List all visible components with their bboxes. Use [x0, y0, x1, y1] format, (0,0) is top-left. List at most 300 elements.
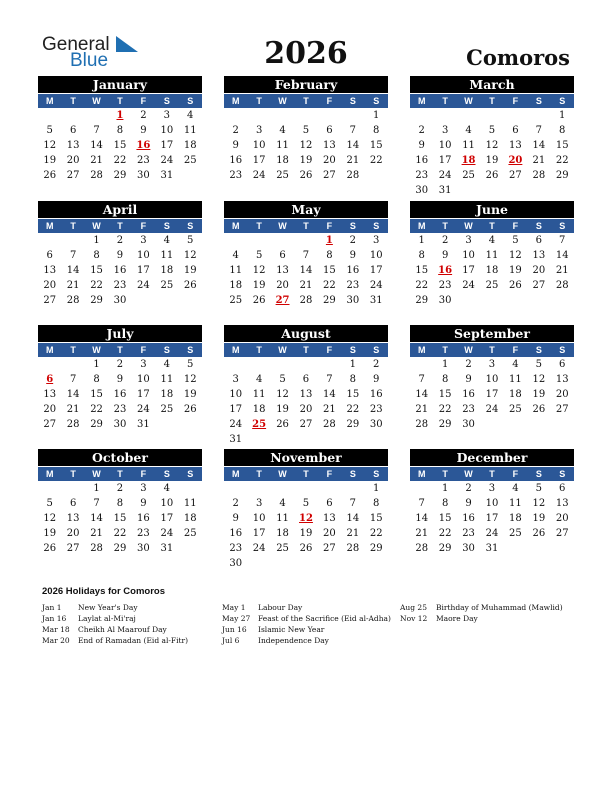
- week-row: [224, 138, 388, 153]
- holiday-date: Jan 1: [42, 603, 62, 612]
- weekday-label: T: [256, 345, 262, 355]
- weekday-label: M: [231, 469, 240, 479]
- empty-day-cell: [271, 357, 294, 372]
- empty-day-cell: [504, 293, 527, 308]
- day-cell: 2: [465, 483, 472, 494]
- day-cell: 27: [43, 419, 57, 430]
- holiday-name: Feast of the Sacrifice (Eid al-Adha): [258, 614, 391, 623]
- holiday-day-cell: 6: [46, 374, 54, 385]
- week-row: [224, 496, 388, 511]
- day-cell: 22: [90, 280, 103, 291]
- day-cell: 23: [369, 404, 383, 415]
- day-cell: 8: [373, 498, 380, 509]
- empty-day-cell: [551, 417, 574, 432]
- month-april: [38, 201, 202, 308]
- holiday-entry: [42, 635, 188, 646]
- holiday-name: New Year's Day: [78, 603, 138, 612]
- weekday-label: T: [303, 96, 309, 106]
- day-cell: 22: [323, 280, 336, 291]
- week-row: [224, 556, 388, 571]
- weekday-label: W: [464, 96, 473, 106]
- day-cell: 5: [187, 235, 194, 246]
- day-cell: 13: [509, 140, 522, 151]
- empty-day-cell: [38, 357, 61, 372]
- logo-triangle-icon: [116, 36, 138, 52]
- weekday-label: F: [140, 345, 147, 355]
- month-title: July: [38, 325, 202, 342]
- day-cell: 31: [369, 295, 383, 306]
- day-cell: 5: [255, 250, 263, 261]
- weekday-label: M: [417, 221, 426, 231]
- holiday-day-cell: 25: [252, 419, 267, 430]
- empty-day-cell: [504, 541, 527, 556]
- day-cell: 18: [183, 140, 197, 151]
- day-cell: 8: [418, 250, 425, 261]
- day-cell: 23: [137, 155, 150, 166]
- weekday-label: S: [187, 345, 194, 355]
- month-may: [224, 201, 388, 308]
- day-cell: 4: [187, 110, 194, 121]
- day-cell: 5: [302, 125, 310, 136]
- day-cell: 19: [532, 389, 546, 400]
- empty-day-cell: [294, 357, 317, 372]
- day-cell: 18: [229, 280, 243, 291]
- day-cell: 5: [187, 359, 194, 370]
- day-cell: 30: [229, 558, 243, 569]
- day-cell: 25: [183, 155, 197, 166]
- day-cell: 5: [302, 498, 310, 509]
- day-cell: 29: [346, 419, 360, 430]
- holiday-entry: [222, 602, 391, 613]
- empty-day-cell: [294, 233, 317, 248]
- generalblue-logo: [42, 34, 142, 70]
- day-cell: 12: [276, 389, 289, 400]
- day-cell: 15: [555, 140, 569, 151]
- week-row: [224, 432, 388, 447]
- day-cell: 18: [160, 389, 174, 400]
- weekday-label: S: [163, 469, 170, 479]
- day-cell: 9: [373, 374, 380, 385]
- day-cell: 5: [535, 359, 542, 370]
- weekday-header: [410, 467, 574, 481]
- day-cell: 11: [252, 389, 266, 400]
- day-cell: 22: [113, 528, 127, 539]
- day-cell: 5: [512, 235, 519, 246]
- day-cell: 22: [438, 528, 452, 539]
- weekday-header: [224, 467, 388, 481]
- day-cell: 29: [438, 543, 452, 554]
- day-cell: 3: [488, 483, 496, 494]
- day-cell: 29: [323, 295, 336, 306]
- weekday-label: T: [489, 469, 495, 479]
- empty-day-cell: [38, 108, 61, 123]
- day-cell: 22: [346, 404, 360, 415]
- weekday-label: F: [326, 469, 333, 479]
- empty-day-cell: [179, 417, 202, 432]
- day-cell: 8: [93, 250, 100, 261]
- weekday-label: W: [92, 96, 101, 106]
- day-cell: 8: [441, 374, 449, 385]
- week-row: [38, 108, 202, 123]
- holiday-entry: [42, 624, 188, 635]
- day-cell: 3: [255, 498, 263, 509]
- day-cell: 1: [373, 110, 380, 121]
- weekday-label: F: [512, 96, 519, 106]
- day-cell: 30: [346, 295, 360, 306]
- day-cell: 18: [509, 389, 522, 400]
- day-cell: 7: [349, 498, 356, 509]
- holiday-name: Labour Day: [258, 603, 303, 612]
- day-cell: 17: [252, 528, 266, 539]
- day-cell: 16: [113, 265, 127, 276]
- day-cell: 19: [43, 155, 57, 166]
- day-cell: 30: [415, 185, 429, 196]
- day-cell: 8: [93, 374, 100, 385]
- day-cell: 15: [323, 265, 336, 276]
- day-cell: 27: [323, 543, 336, 554]
- empty-day-cell: [480, 293, 503, 308]
- day-cell: 20: [276, 280, 289, 291]
- weekday-label: S: [535, 469, 542, 479]
- day-cell: 11: [485, 250, 499, 261]
- day-cell: 12: [252, 265, 266, 276]
- day-cell: 21: [346, 155, 360, 166]
- empty-day-cell: [551, 293, 574, 308]
- day-cell: 21: [323, 404, 336, 415]
- day-cell: 28: [66, 295, 80, 306]
- weekday-label: S: [163, 221, 170, 231]
- day-cell: 6: [512, 125, 519, 136]
- week-row: [224, 357, 388, 372]
- empty-day-cell: [247, 556, 270, 571]
- day-cell: 3: [373, 235, 380, 246]
- month-title: January: [38, 76, 202, 93]
- holiday-column: [222, 602, 391, 646]
- weekday-label: S: [373, 221, 380, 231]
- day-cell: 7: [535, 125, 542, 136]
- day-cell: 12: [485, 140, 499, 151]
- empty-day-cell: [318, 108, 341, 123]
- day-cell: 11: [276, 140, 289, 151]
- weekday-label: M: [45, 221, 54, 231]
- day-cell: 4: [255, 374, 263, 385]
- day-cell: 24: [369, 280, 383, 291]
- empty-day-cell: [61, 357, 84, 372]
- day-cell: 14: [90, 140, 103, 151]
- month-december: [410, 449, 574, 556]
- day-cell: 28: [90, 543, 103, 554]
- empty-day-cell: [365, 432, 388, 447]
- day-cell: 19: [43, 528, 57, 539]
- weekday-label: T: [117, 96, 123, 106]
- day-cell: 2: [140, 110, 147, 121]
- holiday-day-cell: 12: [299, 513, 313, 524]
- weekday-label: M: [45, 469, 54, 479]
- empty-day-cell: [179, 168, 202, 183]
- empty-day-cell: [271, 556, 294, 571]
- empty-day-cell: [179, 481, 202, 496]
- day-cell: 11: [509, 498, 522, 509]
- day-cell: 4: [279, 125, 286, 136]
- empty-day-cell: [247, 481, 270, 496]
- day-cell: 10: [369, 250, 383, 261]
- empty-day-cell: [271, 233, 294, 248]
- day-cell: 8: [559, 125, 566, 136]
- day-cell: 2: [232, 125, 239, 136]
- day-cell: 2: [441, 235, 449, 246]
- day-cell: 27: [299, 419, 313, 430]
- weekday-header: [410, 94, 574, 108]
- empty-day-cell: [155, 417, 178, 432]
- weekday-label: S: [373, 96, 380, 106]
- day-cell: 17: [137, 265, 150, 276]
- day-cell: 24: [252, 170, 266, 181]
- empty-day-cell: [132, 293, 155, 308]
- week-row: [38, 357, 202, 372]
- day-cell: 30: [369, 419, 383, 430]
- weekday-label: S: [535, 96, 542, 106]
- day-cell: 23: [113, 280, 127, 291]
- day-cell: 22: [438, 404, 452, 415]
- day-cell: 14: [415, 513, 429, 524]
- day-cell: 17: [160, 140, 174, 151]
- day-cell: 15: [113, 513, 127, 524]
- weekday-label: M: [417, 345, 426, 355]
- day-cell: 4: [465, 125, 472, 136]
- weekday-label: S: [373, 345, 380, 355]
- empty-day-cell: [179, 541, 202, 556]
- day-cell: 18: [160, 265, 174, 276]
- day-cell: 10: [229, 389, 243, 400]
- day-cell: 29: [415, 295, 429, 306]
- day-cell: 9: [232, 140, 239, 151]
- empty-day-cell: [457, 108, 480, 123]
- holiday-name: Laylat al-Mi'raj: [78, 614, 136, 623]
- holiday-day-cell: 1: [325, 235, 333, 246]
- empty-day-cell: [294, 108, 317, 123]
- day-cell: 23: [415, 170, 429, 181]
- week-row: [38, 293, 202, 308]
- week-row: [410, 541, 574, 556]
- day-cell: 9: [465, 498, 472, 509]
- empty-day-cell: [294, 481, 317, 496]
- calendar-year: 2026: [264, 36, 348, 71]
- empty-day-cell: [410, 481, 433, 496]
- country-name: Comoros: [466, 45, 570, 70]
- weekday-label: T: [70, 345, 76, 355]
- day-cell: 11: [183, 498, 197, 509]
- day-cell: 16: [229, 155, 243, 166]
- empty-day-cell: [341, 556, 364, 571]
- day-cell: 4: [488, 235, 496, 246]
- weekday-label: T: [442, 221, 448, 231]
- day-cell: 31: [438, 185, 452, 196]
- weekday-label: T: [70, 96, 76, 106]
- week-row: [224, 168, 388, 183]
- day-cell: 5: [279, 374, 286, 385]
- weekday-label: W: [278, 221, 287, 231]
- holiday-entry: [42, 602, 188, 613]
- day-cell: 16: [462, 389, 475, 400]
- holiday-day-cell: 16: [438, 265, 453, 276]
- weekday-label: S: [559, 96, 566, 106]
- day-cell: 29: [90, 419, 103, 430]
- logo-word-general: General: [42, 34, 110, 55]
- weekday-label: F: [326, 96, 333, 106]
- day-cell: 1: [93, 483, 100, 494]
- day-cell: 11: [229, 265, 243, 276]
- holiday-name: Cheikh Al Maarouf Day: [78, 625, 167, 634]
- week-row: [410, 263, 574, 278]
- day-cell: 19: [276, 404, 289, 415]
- holiday-day-cell: 1: [116, 110, 124, 121]
- day-cell: 15: [113, 140, 127, 151]
- week-row: [224, 511, 388, 526]
- week-row: [224, 123, 388, 138]
- day-cell: 26: [532, 404, 546, 415]
- weekday-label: M: [231, 345, 240, 355]
- day-cell: 19: [532, 513, 546, 524]
- day-cell: 3: [140, 359, 147, 370]
- day-cell: 20: [555, 389, 569, 400]
- day-cell: 25: [462, 170, 475, 181]
- day-cell: 27: [323, 170, 336, 181]
- day-cell: 15: [369, 513, 383, 524]
- day-cell: 13: [276, 265, 289, 276]
- weekday-header: [224, 94, 388, 108]
- day-cell: 29: [113, 543, 127, 554]
- weekday-label: T: [489, 96, 495, 106]
- empty-day-cell: [224, 481, 247, 496]
- week-row: [38, 481, 202, 496]
- day-cell: 26: [485, 170, 499, 181]
- empty-day-cell: [318, 357, 341, 372]
- day-cell: 14: [555, 250, 569, 261]
- day-cell: 17: [485, 389, 499, 400]
- day-cell: 3: [140, 483, 147, 494]
- weekday-label: M: [231, 96, 240, 106]
- day-cell: 10: [252, 140, 266, 151]
- day-cell: 18: [276, 528, 289, 539]
- day-cell: 21: [346, 528, 360, 539]
- empty-day-cell: [527, 417, 550, 432]
- day-cell: 27: [555, 404, 569, 415]
- day-cell: 22: [90, 404, 103, 415]
- week-row: [224, 153, 388, 168]
- holiday-column: [400, 602, 563, 624]
- weekday-header: [38, 219, 202, 233]
- weekday-label: T: [442, 96, 448, 106]
- day-cell: 15: [415, 265, 429, 276]
- empty-day-cell: [457, 183, 480, 198]
- day-cell: 1: [559, 110, 566, 121]
- day-cell: 9: [116, 250, 124, 261]
- day-cell: 21: [415, 528, 429, 539]
- weekday-label: T: [117, 469, 123, 479]
- weekday-label: T: [442, 345, 448, 355]
- week-row: [224, 293, 388, 308]
- day-cell: 31: [485, 543, 499, 554]
- empty-day-cell: [224, 108, 247, 123]
- weekday-label: S: [535, 345, 542, 355]
- day-cell: 28: [415, 419, 429, 430]
- day-cell: 26: [299, 543, 313, 554]
- day-cell: 18: [252, 404, 266, 415]
- week-row: [38, 153, 202, 168]
- holiday-date: Mar 18: [42, 625, 70, 634]
- weekday-label: S: [349, 345, 356, 355]
- day-cell: 19: [299, 528, 313, 539]
- day-cell: 25: [276, 543, 289, 554]
- day-cell: 4: [512, 359, 519, 370]
- day-cell: 2: [232, 498, 239, 509]
- day-cell: 3: [441, 125, 449, 136]
- weekday-label: T: [489, 221, 495, 231]
- day-cell: 12: [183, 250, 197, 261]
- holiday-name: Independence Day: [258, 636, 329, 645]
- day-cell: 10: [485, 374, 499, 385]
- weekday-label: T: [117, 345, 123, 355]
- day-cell: 13: [43, 265, 57, 276]
- empty-day-cell: [247, 432, 270, 447]
- week-row: [410, 293, 574, 308]
- week-row: [410, 372, 574, 387]
- day-cell: 21: [90, 528, 103, 539]
- day-cell: 28: [299, 295, 313, 306]
- day-cell: 9: [441, 250, 449, 261]
- day-cell: 5: [488, 125, 496, 136]
- week-row: [410, 108, 574, 123]
- weekday-label: W: [92, 469, 101, 479]
- day-cell: 24: [137, 280, 150, 291]
- day-cell: 28: [555, 280, 569, 291]
- day-cell: 28: [346, 170, 360, 181]
- week-row: [410, 402, 574, 417]
- day-cell: 7: [302, 250, 310, 261]
- day-cell: 10: [462, 250, 475, 261]
- weekday-label: S: [373, 469, 380, 479]
- day-cell: 21: [299, 280, 313, 291]
- day-cell: 25: [485, 280, 499, 291]
- holiday-name: Islamic New Year: [258, 625, 325, 634]
- day-cell: 20: [66, 155, 80, 166]
- weekday-label: T: [256, 221, 262, 231]
- empty-day-cell: [61, 481, 84, 496]
- week-row: [224, 387, 388, 402]
- weekday-label: T: [70, 221, 76, 231]
- day-cell: 23: [113, 404, 127, 415]
- day-cell: 9: [140, 498, 147, 509]
- day-cell: 7: [69, 250, 77, 261]
- day-cell: 15: [369, 140, 383, 151]
- week-row: [38, 417, 202, 432]
- weekday-label: S: [163, 345, 170, 355]
- day-cell: 16: [415, 155, 429, 166]
- weekday-label: W: [464, 221, 473, 231]
- day-cell: 12: [532, 374, 546, 385]
- weekday-label: W: [464, 469, 473, 479]
- day-cell: 16: [369, 389, 383, 400]
- month-title: June: [410, 201, 574, 218]
- holiday-date: Jul 6: [222, 636, 240, 645]
- week-row: [224, 526, 388, 541]
- day-cell: 30: [438, 295, 452, 306]
- day-cell: 28: [323, 419, 336, 430]
- weekday-label: T: [70, 469, 76, 479]
- month-october: [38, 449, 202, 556]
- day-cell: 30: [113, 419, 127, 430]
- day-cell: 3: [140, 235, 147, 246]
